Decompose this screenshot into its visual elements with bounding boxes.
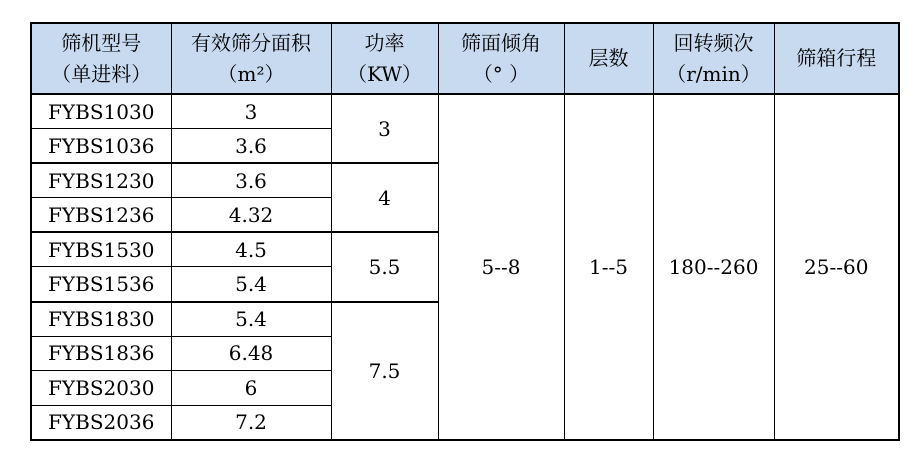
area-cell: 4.32 (171, 198, 331, 233)
area-cell: 4.5 (171, 232, 331, 267)
area-cell: 3.6 (171, 163, 331, 198)
col-header-frequency-unit: （r/min） (666, 61, 761, 86)
col-header-model-title: 筛机型号 (61, 30, 142, 55)
power-cell: 3 (331, 94, 438, 163)
col-header-area-title: 有效筛分面积 (191, 30, 311, 55)
col-header-incline-unit: （° ） (472, 61, 530, 86)
col-header-incline (438, 23, 564, 94)
area-cell: 7.2 (171, 405, 331, 440)
stroke-cell: 25--60 (774, 94, 899, 440)
col-header-area-unit: （m²） (217, 61, 285, 86)
model-cell: FYBS2030 (31, 371, 171, 406)
col-header-area (171, 23, 331, 94)
col-header-layers-title: 层数 (588, 46, 629, 70)
model-cell: FYBS1036 (31, 129, 171, 164)
model-cell: FYBS1230 (31, 163, 171, 198)
area-cell: 3 (171, 94, 331, 129)
col-header-model-unit: （单进料） (51, 61, 152, 86)
area-cell: 6.48 (171, 336, 331, 371)
col-header-stroke (774, 23, 899, 94)
col-header-layers (564, 23, 653, 94)
area-cell: 5.4 (171, 302, 331, 337)
area-cell: 3.6 (171, 129, 331, 164)
area-cell: 5.4 (171, 267, 331, 302)
area-cell: 6 (171, 371, 331, 406)
model-cell: FYBS1830 (31, 302, 171, 337)
model-cell: FYBS2036 (31, 405, 171, 440)
col-header-power-unit: （KW） (347, 61, 422, 86)
col-header-power-title: 功率 (364, 30, 405, 55)
col-header-stroke-title: 筛箱行程 (796, 46, 877, 70)
col-header-frequency-title: 回转频次 (673, 30, 754, 55)
model-cell: FYBS1530 (31, 232, 171, 267)
spec-table (30, 22, 900, 441)
model-cell: FYBS1030 (31, 94, 171, 129)
col-header-frequency (653, 23, 774, 94)
power-cell: 4 (331, 163, 438, 232)
col-header-incline-title: 筛面倾角 (461, 30, 541, 55)
col-header-model (31, 23, 171, 94)
table-header-row (31, 23, 899, 94)
model-cell: FYBS1836 (31, 336, 171, 371)
power-cell: 5.5 (331, 232, 438, 301)
frequency-cell: 180--260 (653, 94, 774, 440)
layers-cell: 1--5 (564, 94, 653, 440)
table-row (31, 94, 899, 129)
model-cell: FYBS1536 (31, 267, 171, 302)
power-cell: 7.5 (331, 302, 438, 440)
incline-cell: 5--8 (438, 94, 564, 440)
col-header-power (331, 23, 438, 94)
model-cell: FYBS1236 (31, 198, 171, 233)
